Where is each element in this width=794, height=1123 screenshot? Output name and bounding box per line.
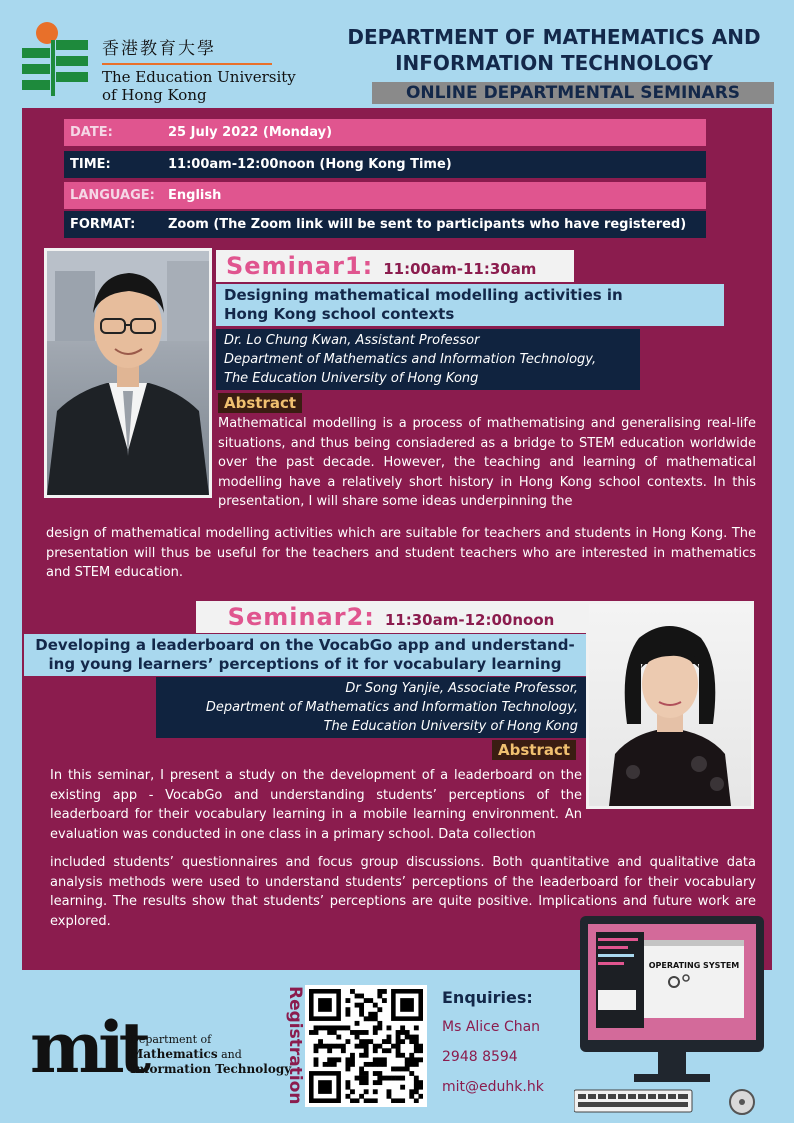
seminar-2-title-line-2: ing young learners’ perceptions of it for vocabulary learning — [48, 655, 562, 673]
format-value: Zoom (The Zoom link will be sent to participants who have registered) — [168, 217, 687, 232]
mit-logo-line-2a: Mathematics — [130, 1047, 218, 1061]
screen-text: OPERATING SYSTEM — [648, 961, 740, 970]
header — [0, 0, 794, 108]
seminar-2-heading — [196, 601, 586, 633]
seminar-2-abstract-part-1: In this seminar, I present a study on the development of a leaderboard on the existing app - VocabGo and understanding students’ perceptions of the leaderboard for their vocabulary learning in a mobile learning environment. An evaluation was conducted in one class in a primary school. Data collection — [50, 768, 582, 842]
time-label: TIME: — [70, 157, 111, 172]
seminar-1-abstract-label: Abstract — [218, 393, 302, 413]
registration-qr-code[interactable] — [305, 985, 427, 1107]
university-name-en-1: The Education University — [102, 68, 296, 86]
contact-name: Ms Alice Chan — [442, 1019, 541, 1035]
seminar-1-abstract-part-1: Mathematical modelling is a process of mathematising and generalising real-life situations, and thus being consiadered as a bridge to STEM education worldwide over the past decade. However, the teaching and learning of mathematical modelling have a relatively short history in Hong Kong school contexts. In this presentation, I will share some ideas underpinning the — [218, 416, 756, 509]
enquiries-heading: Enquiries: — [442, 988, 533, 1007]
department-title-line-2: INFORMATION TECHNOLOGY — [395, 51, 713, 75]
seminar-2-speaker-line-2: Department of Mathematics and Information Technology, — [205, 700, 578, 715]
university-name-cn: 香港教育大學 — [102, 39, 216, 59]
seminar-1-abstract-part-2: design of mathematical modelling activities which are suitable for teachers and students in Hong Kong. The presentation will thus be useful for the teachers and student teachers who are interested in mathematics and STEM education. — [46, 526, 756, 580]
language-value: English — [168, 188, 222, 203]
seminar-2-speaker-line-1: Dr Song Yanjie, Associate Professor, — [345, 681, 578, 696]
date-label: DATE: — [70, 125, 113, 140]
info-language — [64, 182, 706, 209]
enquiries — [442, 988, 544, 1109]
mit-logo-mark: mit — [30, 1006, 145, 1089]
time-value: 11:00am-12:00noon (Hong Kong Time) — [168, 157, 452, 172]
info-date — [64, 119, 706, 146]
seminar-2-label: Seminar2: — [227, 603, 375, 631]
seminar-2-abstract-part-2: included students’ questionnaires and focus group discussions. Both quantitative and qualitative data analysis methods were used to understand students’ perceptions of the leaderboard for their vocabulary learning. The results show that students’ perceptions are quite positive. Implications and future work are explored. — [50, 855, 756, 929]
seminar-1-time: 11:00am-11:30am — [383, 260, 537, 278]
university-name — [102, 34, 296, 104]
seminar-2-title-line-1: Developing a leaderboard on the VocabGo app and understand- — [35, 636, 575, 654]
seminar-2-title — [24, 634, 586, 676]
seminar-2-speaker — [156, 677, 586, 738]
registration-label: Registration — [285, 985, 305, 1105]
contact-email[interactable]: mit@eduhk.hk — [442, 1079, 544, 1095]
seminar-banner: ONLINE DEPARTMENTAL SEMINARS — [372, 82, 774, 104]
seminar-2-abstract-label: Abstract — [492, 740, 576, 760]
seminar-1-speaker-line-2: Department of Mathematics and Information Technology, — [224, 352, 597, 367]
contact-phone: 2948 8594 — [442, 1049, 518, 1065]
university-name-en-2: of Hong Kong — [102, 86, 207, 104]
department-title-line-1: DEPARTMENT OF MATHEMATICS AND — [347, 25, 761, 49]
seminar-1-label: Seminar1: — [226, 252, 374, 280]
eduhk-logo-icon — [22, 22, 92, 102]
mit-logo-line-3: Information Technology — [130, 1062, 292, 1076]
mit-logo — [30, 1006, 292, 1089]
format-label: FORMAT: — [70, 217, 136, 232]
info-format — [64, 211, 706, 238]
speaker-2-photo — [586, 601, 754, 809]
seminar-1-title — [216, 284, 724, 326]
seminar-1-title-line-2: Hong Kong school contexts — [224, 305, 455, 323]
department-title — [334, 24, 774, 76]
language-label: LANGUAGE: — [70, 188, 155, 203]
seminar-2-time: 11:30am-12:00noon — [384, 611, 555, 629]
mit-logo-line-2b: and — [217, 1048, 242, 1061]
speaker-1-photo — [44, 248, 212, 498]
seminar-1-title-line-1: Designing mathematical modelling activities in — [224, 286, 623, 304]
computer-illustration-icon — [574, 916, 770, 1116]
seminar-2-speaker-line-3: The Education University of Hong Kong — [323, 719, 578, 734]
seminar-1-speaker — [216, 329, 640, 390]
date-value: 25 July 2022 (Monday) — [168, 125, 333, 140]
info-time — [64, 151, 706, 178]
seminar-1-speaker-line-3: The Education University of Hong Kong — [224, 371, 479, 386]
seminar-1-heading — [216, 250, 574, 282]
seminar-1-speaker-line-1: Dr. Lo Chung Kwan, Assistant Professor — [224, 333, 480, 348]
mit-logo-line-1: Department of — [130, 1033, 212, 1046]
mit-logo-text — [130, 1033, 291, 1077]
